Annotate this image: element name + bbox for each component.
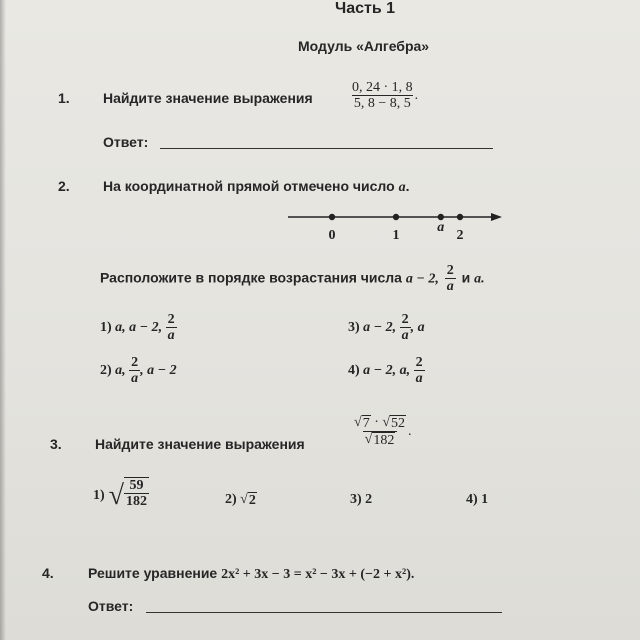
q1-denominator: 5, 8 − 8, 5 [353,96,411,112]
q2-number: 2. [58,178,70,194]
frac-den: a [167,328,175,344]
option-number: 2) [225,492,237,507]
option-frac [129,355,140,387]
page-edge-shadow [0,0,6,640]
radicand: 2 [248,493,256,508]
q2-text: На координатной прямой отмечено число a. [103,178,410,195]
sqrt-frac [124,477,149,510]
q2-option-3[interactable] [348,312,425,344]
q4-answer-line[interactable] [146,612,502,613]
number-line [280,203,510,247]
frac-den: a [131,371,139,387]
big-sqrt-icon: √ [108,480,125,511]
option-number: 2) [100,363,112,379]
option-frac [166,312,177,344]
number-line-label-0: 0 [328,228,336,243]
q2-option-2[interactable] [100,355,177,387]
q2-option-4[interactable] [348,355,425,387]
q2-order-text [100,263,485,295]
part-title: Часть 1 [335,0,396,17]
number-line-point-3 [457,214,463,220]
q4-number: 4. [42,565,54,581]
dot: · [374,415,379,430]
frac-num: 59 [129,477,144,493]
q2-option-1[interactable] [100,312,177,344]
q3-option-3[interactable]: 3) 2 [350,492,373,507]
option-expr: a, [115,363,126,379]
option-expr: a − 2, a, [363,363,411,379]
q3-option-4[interactable]: 4) 1 [466,492,489,507]
q1-text: Найдите значение выражения [103,90,313,106]
q2-order-label: Расположите в порядке возрастания числа [100,269,406,286]
option-expr: a, a − 2, [115,320,163,336]
q3-number: 3. [50,436,62,452]
option-expr-tail: , a − 2 [140,363,177,379]
q2-expr-a: a. [474,271,485,287]
sqrt-182: √ 182 [364,432,395,449]
radicand: 52 [391,416,406,431]
frac-num: 2 [446,263,454,278]
option-number: 1) [93,488,105,503]
number-line-label-1: 1 [392,228,400,243]
q1-answer-line[interactable] [160,148,493,149]
frac-den: a [415,371,423,387]
q4-equation: 2x² + 3x − 3 = x² − 3x + (−2 + x²). [221,567,415,582]
option-expr: a − 2, [363,320,397,336]
module-title: Модуль «Алгебра» [298,38,430,54]
option-expr-tail: , a [410,320,425,336]
frac-den: 182 [126,494,148,509]
frac-den: a [446,279,454,295]
q4-text [88,565,414,583]
q3-option-2[interactable] [225,492,257,509]
q1-fraction: $\frac{0, 24 \cdot 1, 8}{5, 8 - 8, 5}$ . [352,80,419,112]
q1-answer-label: Ответ: [103,134,149,150]
sqrt-52: √ 52 [382,415,406,431]
number-line-label-3: 2 [456,228,464,243]
sqrt-7: √ 7 [354,415,370,431]
frac-den: a [401,328,409,344]
q3-fraction: √ 7 · √ 52 √ 182 . [354,415,412,449]
q3-option-1[interactable] [93,477,149,511]
number-line-label-2: a [437,220,445,235]
sqrt-2: √ 2 [240,492,256,508]
option-frac [400,312,411,344]
q2-var: a [398,180,406,195]
q2-text-main: На координатной прямой отмечено число [103,178,399,194]
frac-num: 2 [415,355,423,370]
radicand: 7 [362,416,370,431]
frac-num: 2 [401,312,409,327]
q1-number: 1. [58,90,70,106]
radicand: 182 [373,433,395,449]
q3-text: Найдите значение выражения [95,436,305,452]
option-number: 3) [348,320,360,336]
number-line-arrow [491,213,502,221]
q4-label: Решите уравнение [88,565,222,581]
option-number: 4) [348,363,360,379]
option-frac [414,355,425,387]
number-line-point-0 [329,214,335,220]
number-line-point-1 [393,214,399,220]
frac-num: 2 [131,355,139,370]
q2-frac-2-over-a [445,263,456,295]
q2-and: и [457,269,475,286]
q1-numerator: 0, 24 · 1, 8 [352,80,413,95]
q4-answer-label: Ответ: [88,598,134,614]
option-number: 1) [100,320,112,336]
q2-expr-a-minus-2: a − 2, [405,271,439,287]
frac-num: 2 [167,312,175,327]
